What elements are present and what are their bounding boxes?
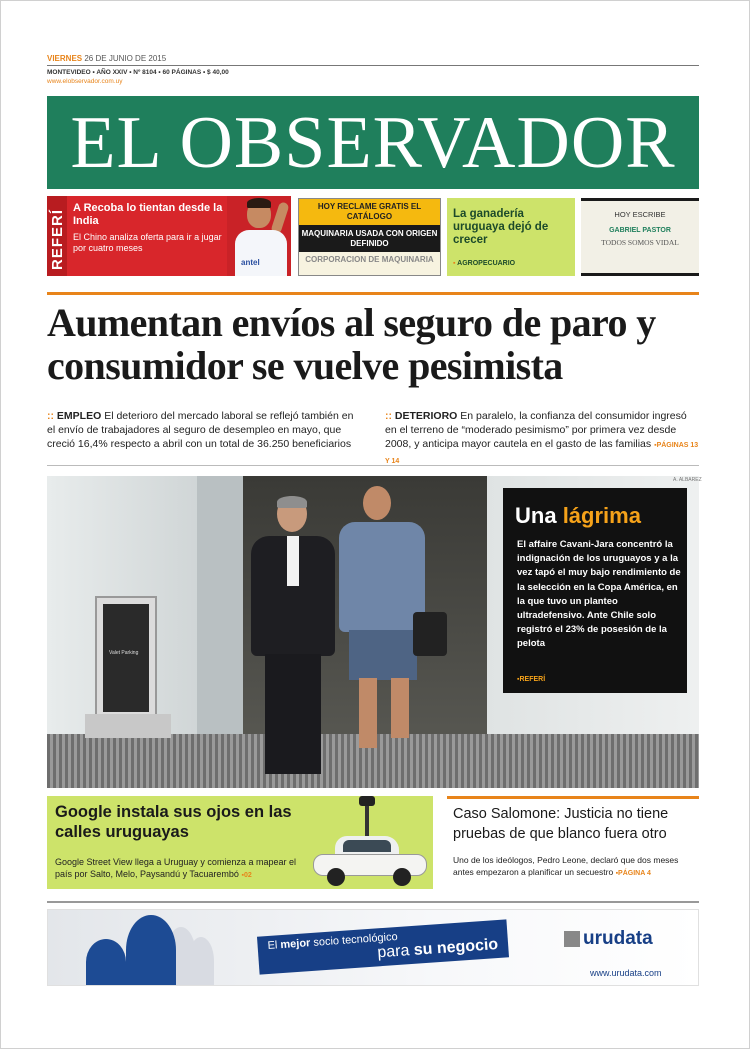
lagrima-section[interactable]: REFERÍ	[519, 676, 546, 683]
ad-brand: CORPORACION DE MAQUINARIA	[305, 255, 434, 264]
valet-sign	[95, 596, 157, 720]
referi-section-tab	[47, 196, 67, 276]
divider	[47, 901, 699, 903]
agro-section: ▪ AGROPECUARIO	[453, 260, 516, 267]
shirt-sponsor-logo: antel	[241, 258, 260, 267]
salomone-body-text: Uno de los ideólogos, Pedro Leone, declaró que dos meses antes empezaron a planificar un secuestro	[453, 855, 679, 877]
ad-line-used-machinery: MAQUINARIA USADA CON ORIGEN DEFINIDO	[299, 225, 440, 252]
lagrima-box[interactable]	[503, 488, 687, 693]
masthead[interactable]	[47, 96, 699, 189]
google-page-ref[interactable]: 02	[243, 872, 252, 879]
subhead-employment-text: El deterioro del mercado laboral se reflejó también en el envío de trabajadores al seguro de desempleo en mayo, que creció 16,4% respecto a abril con un total de 36.250 beneficiarios	[47, 410, 354, 450]
urudata-logo-icon	[564, 931, 580, 947]
referi-section-label: REFERÍ	[49, 208, 66, 270]
issue-meta: MONTEVIDEO • AÑO XXIV • Nº 8104 • 60 PÁGINAS • $ 40,00	[47, 69, 229, 76]
salomone-headline: Caso Salomone: Justicia no tiene pruebas de que blanco fuera otro	[453, 806, 669, 842]
subhead-employment: :: EMPLEO El deterioro del mercado laboral se reflejó también en el envío de trabajadores al seguro de desempleo en mayo, que creció 16,4% respecto a abril con un total de 36.250 beneficiarios	[47, 410, 354, 450]
lagrima-body: El affaire Cavani-Jara concentró la indignación de los uruguayos y a la vez tapó el muy bajo rendimiento de la selección en la Copa América, en la que tuvo un planteo ultradefensivo. Ante Chile solo registró el 23% de posesión de la pelota	[517, 539, 681, 650]
urudata-url[interactable]: www.urudata.com	[590, 968, 662, 978]
ad-slogan-1c: socio tecnológico	[309, 930, 399, 950]
agro-teaser[interactable]	[447, 198, 575, 276]
subhead-deterioration-label: DETERIORO	[394, 410, 458, 422]
urudata-ad[interactable]	[47, 909, 699, 986]
website-link[interactable]: www.elobservador.com.uy	[47, 78, 123, 85]
official-figure	[243, 496, 343, 788]
column-author: GABRIEL PASTOR	[609, 227, 671, 234]
dateline-date: 26 DE JUNIO DE 2015	[84, 54, 167, 63]
recoba-photo	[227, 196, 291, 276]
column-label: HOY ESCRIBE	[614, 210, 666, 219]
lagrima-ref: ▪REFERÍ	[517, 676, 546, 683]
referi-headline: A Recoba lo tientan desde la India	[73, 202, 223, 227]
ad-slogan-2b: su negocio	[413, 935, 499, 959]
agro-section-label: AGROPECUARIO	[457, 260, 516, 267]
ad-slogan-2a: para	[376, 941, 415, 962]
main-headline[interactable]: Aumentan envíos al seguro de paro y consumidor se vuelve pesimista	[47, 300, 656, 388]
street-view-car-icon	[309, 796, 433, 889]
subhead-deterioration-text: En paralelo, la confianza del consumidor ingresó en el terreno de “moderado pesimismo” por primera vez desde 2008, y anticipa mayor cautela en el gasto de las familias	[385, 410, 687, 450]
agro-headline: La ganadería uruguaya dejó de crecer	[453, 208, 549, 246]
dateline-day: VIERNES	[47, 54, 83, 63]
referi-teaser[interactable]	[47, 196, 291, 276]
google-body: Google Street View llega a Uruguay y comienza a mapear el país por Salto, Melo, Paysandú y Tacuarembó ▪02	[55, 857, 296, 879]
google-body-text: Google Street View llega a Uruguay y comienza a mapear el país por Salto, Melo, Paysandú y Tacuarembó	[55, 857, 296, 879]
divider	[47, 465, 699, 466]
maquinaria-ad[interactable]	[298, 198, 441, 276]
referi-body: El Chino analiza oferta para ir a jugar por cuatro meses	[73, 232, 222, 253]
google-teaser[interactable]	[47, 796, 433, 889]
urudata-brand: urudata	[583, 928, 653, 949]
salomone-body: Uno de los ideólogos, Pedro Leone, declaró que dos meses antes empezaron a planificar un secuestro ▪PÁGINA 4	[453, 855, 679, 877]
subhead-page-ref[interactable]: PÁGINAS 13 Y 14	[385, 442, 699, 465]
subhead-deterioration: :: DETERIORO En paralelo, la confianza del consumidor ingresó en el terreno de “moderado pesimismo” por primera vez desde 2008, y anticipa mayor cautela en el gasto de las familias ▪PÁGINAS 13 Y 14	[385, 410, 699, 465]
subhead-employment-label: EMPLEO	[56, 410, 102, 422]
column-title: TODOS SOMOS VIDAL	[601, 238, 679, 247]
urudata-logo	[564, 928, 653, 950]
ad-slogan-1a: El	[267, 939, 281, 953]
salomone-page-ref[interactable]: PÁGINA 4	[618, 870, 651, 877]
ad-slogan-1b: mejor	[280, 937, 311, 952]
dateline	[47, 54, 699, 66]
column-teaser[interactable]	[581, 198, 699, 276]
lagrima-title-2: lágrima	[562, 503, 641, 528]
salomone-teaser[interactable]	[447, 796, 699, 889]
ad-slogan	[257, 919, 509, 974]
lagrima-title	[515, 504, 641, 528]
divider	[47, 292, 699, 295]
cavani-figure	[333, 482, 433, 778]
valet-sign-text: Valet Parking	[109, 650, 139, 656]
lagrima-title-1: Una	[515, 503, 557, 528]
photo-credit: A. ALBAREZ	[673, 477, 702, 483]
masthead-title: EL OBSERVADOR	[70, 101, 676, 184]
ad-line-free-catalog: HOY RECLAME GRATIS EL CATÁLOGO	[299, 199, 440, 225]
google-headline: Google instala sus ojos en las calles uruguayas	[55, 803, 292, 841]
